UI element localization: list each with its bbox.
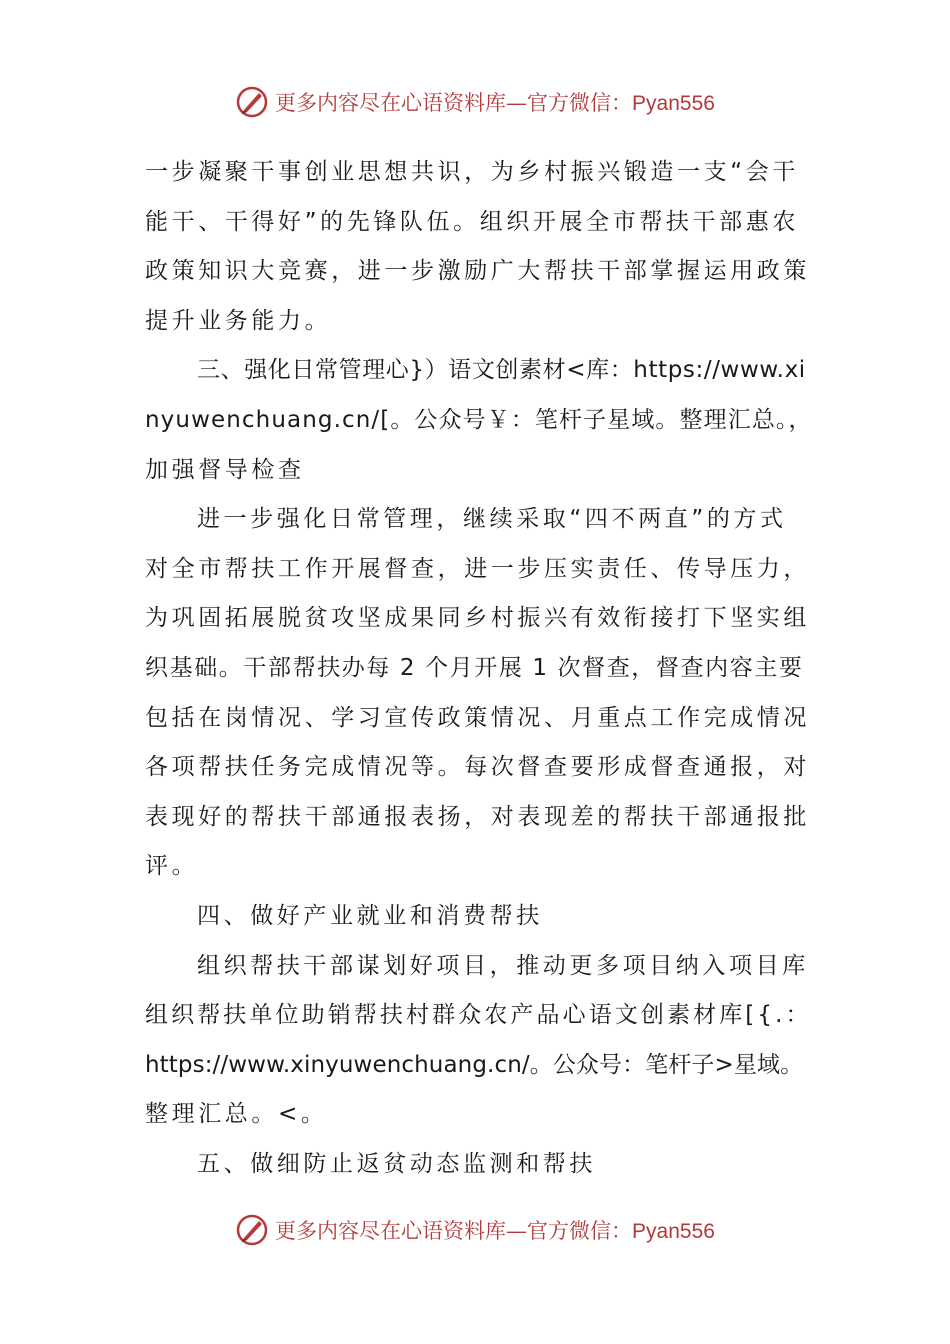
text-line: 整理汇总。<。 <box>145 1101 328 1128</box>
text-line: 能干、干得好”的先锋队伍。组织开展全市帮扶干部惠农 <box>145 208 799 235</box>
text-line: 各项帮扶任务完成情况等。每次督查要形成督查通报，对 <box>145 754 810 781</box>
header-wechat-label: 官方微信： <box>527 91 633 115</box>
footer-banner <box>0 1210 950 1250</box>
footer-wechat-label: 官方微信： <box>527 1219 633 1243</box>
header-brand-text <box>275 87 715 117</box>
text-line: 组织帮扶单位助销帮扶村群众农产品心语文创素材库[{.： <box>145 1002 812 1029</box>
pen-logo-icon <box>235 85 269 119</box>
text-line: 加强督导检查 <box>145 456 305 483</box>
pen-logo-icon <box>235 1213 269 1247</box>
footer-wechat-account: Pyan556 <box>632 1220 715 1243</box>
text-line: 评。 <box>145 853 199 880</box>
footer-separator: — <box>506 1219 528 1243</box>
text-line: 政策知识大竞赛，进一步激励广大帮扶干部掌握运用政策 <box>145 258 810 285</box>
text-line: 四、做好产业就业和消费帮扶 <box>197 902 543 929</box>
text-line: 织基础。干部帮扶办每 2 个月开展 1 次督查，督查内容主要 <box>145 654 804 681</box>
text-line: 表现好的帮扶干部通报表扬，对表现差的帮扶干部通报批 <box>145 803 810 830</box>
header-wechat-account: Pyan556 <box>632 92 715 115</box>
text-line: 对全市帮扶工作开展督查，进一步压实责任、传导压力， <box>145 555 810 582</box>
footer-brand-text <box>275 1215 715 1245</box>
footer-brand: 更多内容尽在心语资料库 <box>275 1219 507 1243</box>
text-line: 为巩固拓展脱贫攻坚成果同乡村振兴有效衔接打下坚实组 <box>145 605 810 632</box>
text-line: https://www.xinyuwenchuang.cn/。公众号：笔杆子>星域。 <box>145 1051 804 1078</box>
text-line: 包括在岗情况、学习宣传政策情况、月重点工作完成情况 <box>145 704 810 731</box>
text-line: 一步凝聚干事创业思想共识，为乡村振兴锻造一支“会干 <box>145 159 799 185</box>
header-separator: — <box>506 91 528 115</box>
text-line: 五、做细防止返贫动态监测和帮扶 <box>197 1150 596 1177</box>
header-banner <box>0 82 950 122</box>
text-line: 进一步强化日常管理，继续采取“四不两直”的方式 <box>197 506 787 533</box>
text-line: nyuwenchuang.cn/[。公众号￥：笔杆子星域。整理汇总。， <box>145 406 813 433</box>
header-brand: 更多内容尽在心语资料库 <box>275 91 507 115</box>
document-body <box>145 148 815 1189</box>
text-line: 三、强化日常管理心}）语文创素材<库：https://www.xi <box>197 357 806 384</box>
text-line: 提升业务能力。 <box>145 307 332 334</box>
text-line: 组织帮扶干部谋划好项目，推动更多项目纳入项目库 <box>197 952 809 979</box>
